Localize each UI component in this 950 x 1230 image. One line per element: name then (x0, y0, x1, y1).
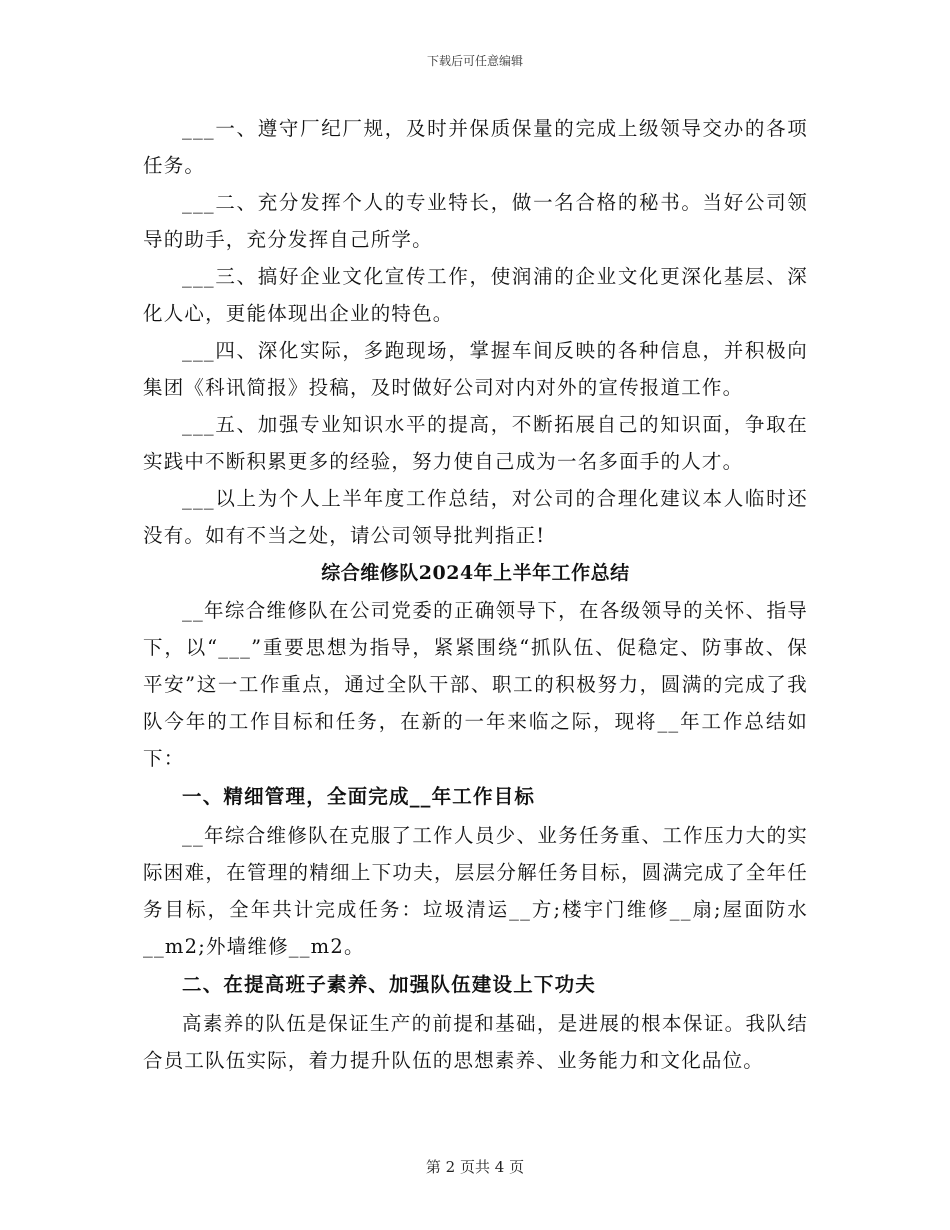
paragraph-item-2: ___二、充分发挥个人的专业特长，做一名合格的秘书。当好公司领导的助手，充分发挥自己所学。 (143, 191, 808, 251)
paragraph-item-4: ___四、深化实际，多跑现场，掌握车间反映的各种信息，并积极向集团《科讯简报》投稿，及时做好公司对内对外的宣传报道工作。 (143, 339, 808, 399)
paragraph-item-1: ___一、遵守厂纪厂规，及时并保质保量的完成上级领导交办的各项任务。 (143, 117, 808, 177)
page-header: 下载后可任意编辑 (426, 54, 523, 68)
heading-2: 二、在提高班子素养、加强队伍建设上下功夫 (182, 973, 597, 996)
heading-1: 一、精细管理，全面完成__年工作目标 (182, 785, 536, 808)
section-title: 综合维修队2024年上半年工作总结 (321, 562, 630, 584)
document-body (143, 110, 808, 1079)
paragraph-item-3: ___三、搞好企业文化宣传工作，使润浦的企业文化更深化基层、深化人心，更能体现出企业的特色。 (143, 265, 808, 325)
page-number: 第 2 页共 4 页 (425, 1158, 525, 1176)
heading-2-paragraph: 高素养的队伍是保证生产的前提和基础，是进展的根本保证。我队结合员工队伍实际，着力提升队伍的思想素养、业务能力和文化品位。 (143, 1012, 808, 1072)
paragraph-item-5: ___五、加强专业知识水平的提高，不断拓展自己的知识面，争取在实践中不断积累更多的经验，努力使自己成为一名多面手的人才。 (143, 413, 808, 473)
paragraph-conclusion: ___以上为个人上半年度工作总结，对公司的合理化建议本人临时还没有。如有不当之处，请公司领导批判指正! (143, 487, 808, 547)
intro-paragraph: __年综合维修队在公司党委的正确领导下，在各级领导的关怀、指导下，以“___”重要思想为指导，紧紧围绕“抓队伍、促稳定、防事故、保平安”这一工作重点，通过全队干部、职工的积极努力，圆满的完成了我队今年的工作目标和任务，在新的一年来临之际，现将__年工作总结如下： (143, 599, 808, 770)
heading-1-paragraph: __年综合维修队在克服了工作人员少、业务任务重、工作压力大的实际困难，在管理的精细上下功夫，层层分解任务目标，圆满完成了全年任务目标，全年共计完成任务：垃圾清运__方;楼宇门维修__扇;屋面防水__m2;外墙维修__m2。 (143, 824, 808, 958)
